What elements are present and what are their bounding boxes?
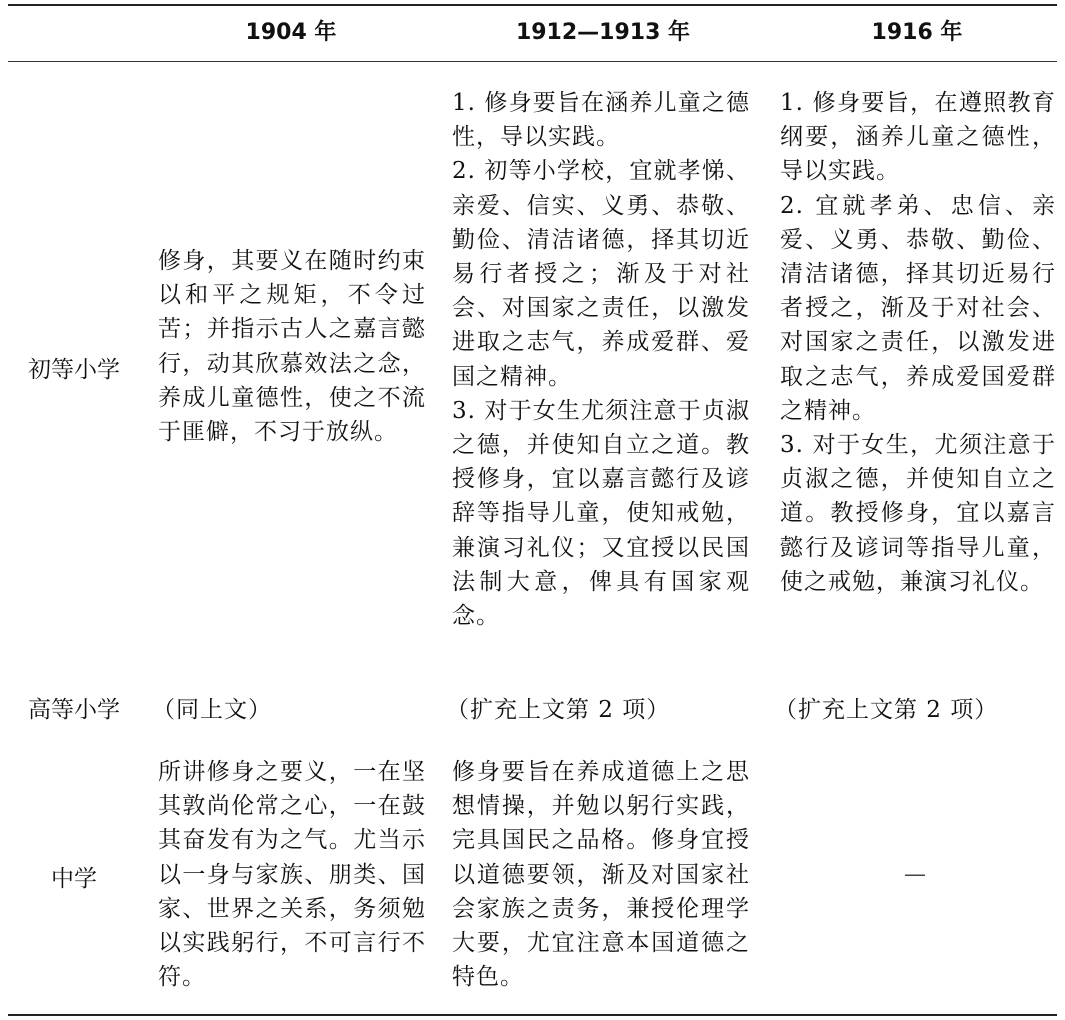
- row-label-primary-lower: 初等小学: [28, 357, 120, 383]
- top-rule: [8, 4, 1057, 6]
- header-rule: [8, 61, 1057, 62]
- cell-1904-primary-lower: 修身，其要义在随时约束以和平之规矩，不令过苦；并指示古人之嘉言懿行，动其欣慕效法之念，养成儿童德性，使之不流于匪僻，不习于放纵。: [158, 248, 426, 446]
- cell-1912-primary-lower-item-1: 1. 修身要旨在涵养儿童之德性，导以实践。: [452, 90, 750, 151]
- header-1916: 1916 年: [871, 20, 963, 45]
- cell-1912-primary-lower: [452, 86, 750, 633]
- cell-1912-primary-lower-item-3: 3. 对于女生尤须注意于贞淑之德，并使知自立之道。教授修身，宜以嘉言懿行及谚辞等指导儿童，使知戒勉，兼演习礼仪；又宜授以民国法制大意，俾具有国家观念。: [452, 397, 750, 630]
- cell-1904-middle: 所讲修身之要义，一在坚其敦尚伦常之心，一在鼓其奋发有为之气。尤当示以一身与家族、朋类、国家、世界之关系，务须勉以实践躬行，不可言行不符。: [158, 759, 426, 991]
- cell-1904-primary-higher: （同上文）: [152, 697, 272, 723]
- header-1904: 1904 年: [245, 20, 337, 45]
- row-label-middle: 中学: [51, 866, 97, 892]
- cell-1916-primary-higher: （扩充上文第 2 项）: [774, 697, 999, 723]
- cell-1916-primary-lower-item-2: 2. 宜就孝弟、忠信、亲爱、义勇、恭敬、勤俭、清洁诸德，择其切近易行者授之，渐及于对社会、对国家之责任，以激发进取之志气，养成爱国爱群之精神。: [780, 192, 1056, 424]
- row-label-primary-higher: 高等小学: [28, 697, 120, 723]
- cell-1912-primary-lower-item-2: 2. 初等小学校，宜就孝悌、亲爱、信实、义勇、恭敬、勤俭、清洁诸德，择其切近易行者授之；渐及于对社会、对国家之责任，以激发进取之志气，养成爱群、爱国之精神。: [452, 158, 750, 390]
- cell-1912-primary-higher: （扩充上文第 2 项）: [446, 697, 671, 723]
- cell-1916-primary-lower-item-1: 1. 修身要旨，在遵照教育纲要，涵养儿童之德性，导以实践。: [780, 90, 1056, 185]
- cell-1916-primary-lower: [780, 86, 1056, 599]
- cell-1912-middle: 修身要旨在养成道德上之思想情操，并勉以躬行实践，完具国民之品格。修身宜授以道德要领，渐及对国家社会家族之责务，兼授伦理学大要，尤宜注意本国道德之特色。: [452, 759, 750, 991]
- header-1912-1913: 1912—1913 年: [515, 20, 691, 45]
- cell-1916-middle: —: [904, 862, 926, 887]
- bottom-rule: [8, 1014, 1057, 1016]
- cell-1916-primary-lower-item-3: 3. 对于女生，尤须注意于贞淑之德，并使知自立之道。教授修身，宜以嘉言懿行及谚词等指导儿童，使之戒勉，兼演习礼仪。: [780, 432, 1056, 595]
